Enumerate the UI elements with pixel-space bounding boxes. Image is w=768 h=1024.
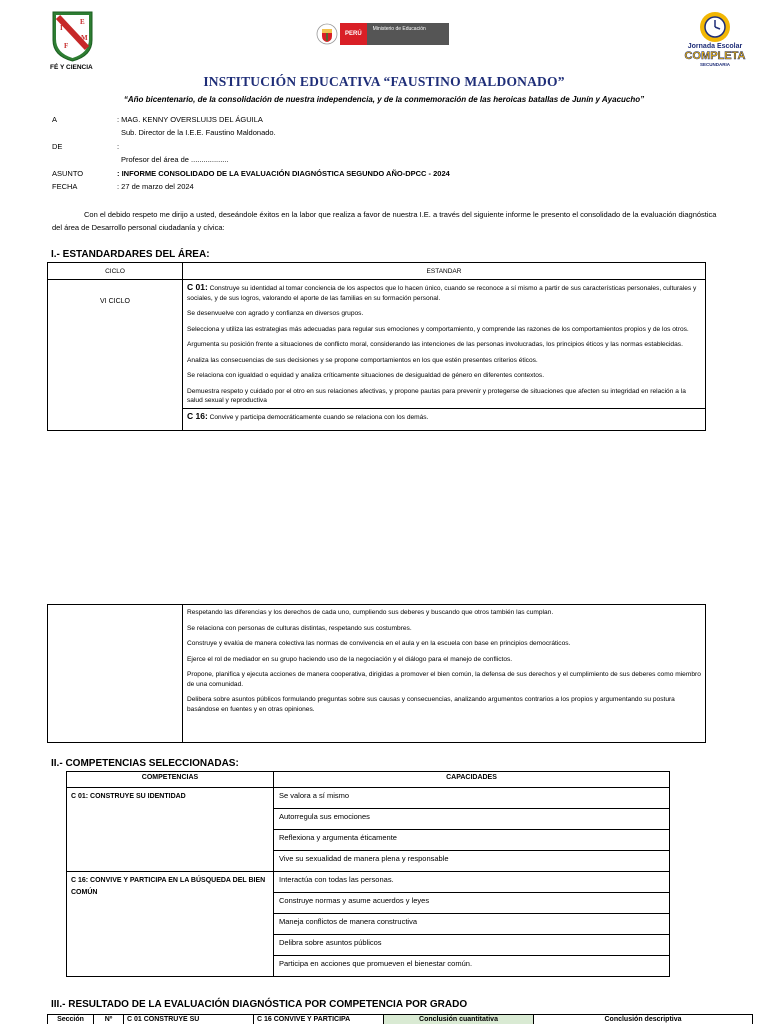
capacity-cell: Delibra sobre asuntos públicos	[274, 935, 670, 956]
memo-fecha-label: FECHA	[52, 182, 78, 191]
jec-label-3: SECUNDARIA	[699, 62, 731, 67]
document-title: INSTITUCIÓN EDUCATIVA “FAUSTINO MALDONADO”	[203, 74, 565, 89]
standards-table	[47, 262, 706, 431]
memo-de-value-2: Profesor del área de ..................	[121, 155, 229, 164]
capacity-cell: Interactúa con todas las personas.	[274, 872, 670, 893]
col-estandar: ESTANDAR	[183, 263, 706, 280]
col-c16: C 16 CONVIVE Y PARTICIPA	[254, 1015, 384, 1024]
jec-label-1: Jornada Escolar	[687, 43, 743, 50]
c01-code: C 01:	[187, 282, 208, 292]
memo-a-value: : MAG. KENNY OVERSLUIJS DEL ÁGUILA	[117, 115, 263, 124]
competency-c01: C 01: CONSTRUYE SU IDENTIDAD	[67, 788, 274, 872]
standards-table-continued	[47, 604, 706, 743]
logo-letter-e: E	[80, 18, 85, 26]
results-table	[47, 1014, 753, 1024]
c16-code: C 16:	[187, 410, 208, 421]
c01-item: Argumenta su posición frente a situaciones de conflicto moral, considerando las intenciones de las personas involucradas, los principios éticos y las normas establecidas.	[187, 341, 683, 348]
capacity-cell: Se valora a sí mismo	[274, 788, 670, 809]
logo-letter-m: M	[81, 34, 88, 42]
c16-item: Delibera sobre asuntos públicos formulando preguntas sobre sus causas y consecuencias, analizando argumentos contrarios a los propios y argumentando su postura basándose en fuentes y en otras opiniones.	[187, 696, 675, 713]
c16-text: Convive y participa democráticamente cuando se relaciona con los demás.	[207, 413, 429, 421]
peru-shield-icon	[316, 23, 338, 45]
memo-asunto-label: ASUNTO	[52, 169, 84, 178]
c01-first	[187, 283, 701, 303]
c01-text: Construye su identidad al tomar conciencia de los aspectos que lo hacen único, cuando se reconoce a sí mismo a partir de sus características personales, culturales y sociales, y de sus logros, valorando el aporte de las familias en su formación personal.	[187, 285, 697, 302]
c01-standard-cell	[183, 280, 706, 409]
memo-asunto-value: : INFORME CONSOLIDADO DE LA EVALUACIÓN DIAGNÓSTICA SEGUNDO AÑO-DPCC - 2024	[117, 169, 450, 178]
capacity-cell: Maneja conflictos de manera constructiva	[274, 914, 670, 935]
c01-item: Analiza las consecuencias de sus decisiones y se propone comportamientos en los que estén presentes criterios éticos.	[187, 356, 538, 364]
capacity-cell: Participa en acciones que promueven el bienestar común.	[274, 956, 670, 977]
col-ciclo: CICLO	[48, 263, 183, 280]
c16-item: Ejerce el rol de mediador en su grupo haciendo uso de la negociación y el diálogo para el manejo de conflictos.	[187, 655, 513, 663]
col-c01: C 01 CONSTRUYE SU	[124, 1015, 254, 1024]
c01-item: Se desenvuelve con agrado y confianza en diversos grupos.	[187, 310, 364, 317]
jec-label-2: COMPLETA	[684, 50, 746, 62]
school-motto: FÉ Y CIENCIA	[50, 64, 93, 71]
section-1-heading: I.- ESTANDARDARES DEL ÁREA:	[51, 249, 210, 260]
memo-fecha-value: : 27 de marzo del 2024	[117, 182, 194, 191]
memo-de-value: :	[117, 142, 120, 151]
col-numero: Nº	[94, 1015, 124, 1024]
school-logo	[50, 10, 95, 62]
capacity-cell: Vive su sexualidad de manera plena y responsable	[274, 851, 670, 872]
logo-letter-f: F	[64, 42, 69, 50]
col-capacidades: CAPACIDADES	[274, 772, 670, 788]
capacity-cell: Autorregula sus emociones	[274, 809, 670, 830]
ministry-logo	[316, 22, 449, 46]
col-seccion: Sección	[48, 1015, 94, 1024]
c01-item: Demuestra respeto y cuidado por el otro en sus relaciones afectivas, y propone pautas para prevenir y protegerse de situaciones que afecten su integridad en relación a la salud sexual y reproductiva	[187, 387, 686, 404]
capacity-cell: Construye normas y asume acuerdos y leyes	[274, 893, 670, 914]
c16-item: Se relaciona con personas de culturas distintas, respetando sus costumbres.	[187, 624, 412, 632]
logo-letter-i: I	[60, 24, 63, 32]
c01-item: Se relaciona con igualdad o equidad y analiza críticamente situaciones de desigualdad de género en diferentes contextos.	[187, 372, 545, 379]
competency-c16: C 16: CONVIVE Y PARTICIPA EN LA BÚSQUEDA DEL BIEN COMÚN	[67, 872, 274, 977]
c16-first	[187, 412, 701, 423]
competencies-table	[66, 771, 670, 977]
memo-de-label: DE	[52, 142, 63, 151]
col-conclusion-cuantitativa: Conclusión cuantitativa	[384, 1015, 534, 1024]
jec-logo	[680, 8, 750, 68]
memo-a-label: A	[52, 115, 58, 124]
c16-item: Respetando las diferencias y los derechos de cada uno, cumpliendo sus deberes y buscando que otros también las cumplan.	[187, 609, 554, 616]
ministry-label: Ministerio de Educación	[367, 23, 449, 45]
col-competencias: COMPETENCIAS	[67, 772, 274, 788]
section-3-heading: III.- RESULTADO DE LA EVALUACIÓN DIAGNÓSTICA POR COMPETENCIA POR GRADO	[51, 999, 468, 1010]
section-2-heading: II.- COMPETENCIAS SELECCIONADAS:	[51, 758, 239, 769]
ciclo-cell: VI CICLO	[48, 280, 183, 431]
c01-item: Selecciona y utiliza las estrategias más adecuadas para regular sus emociones y comportamiento, y comprende las razones de los comportamientos propios y de los otros.	[187, 325, 689, 333]
c16-item: Construye y evalúa de manera colectiva las normas de convivencia en el aula y en la escuela con base en principios democráticos.	[187, 640, 571, 647]
c16-standard-cell	[183, 408, 706, 430]
capacity-cell: Reflexiona y argumenta éticamente	[274, 830, 670, 851]
c16-items-cell	[183, 605, 706, 743]
c16-item: Propone, planifica y ejecuta acciones de manera cooperativa, dirigidas a promover el bien común, la defensa de sus derechos y el cumplimiento de sus deberes como miembro de una comunidad.	[187, 671, 701, 688]
peru-label: PERÚ	[340, 23, 367, 45]
intro-paragraph: Con el debido respeto me dirijo a usted, deseándole éxitos en la labor que realiza a favor de nuestra I.E. a través del siguiente informe le presento el consolidado de la evaluación diagnóstica del área de Desarrollo personal ciudadanía y cívica:	[52, 210, 717, 232]
col-conclusion-descriptiva: Conclusión descriptiva	[534, 1015, 753, 1024]
memo-a-value-2: Sub. Director de la I.E.E. Faustino Maldonado.	[121, 128, 276, 137]
year-motto: “Año bicentenario, de la consolidación de nuestra independencia, y de la conmemoración de las heroicas batallas de Junín y Ayacucho”	[123, 95, 645, 104]
ciclo-cell-continued	[48, 605, 183, 743]
